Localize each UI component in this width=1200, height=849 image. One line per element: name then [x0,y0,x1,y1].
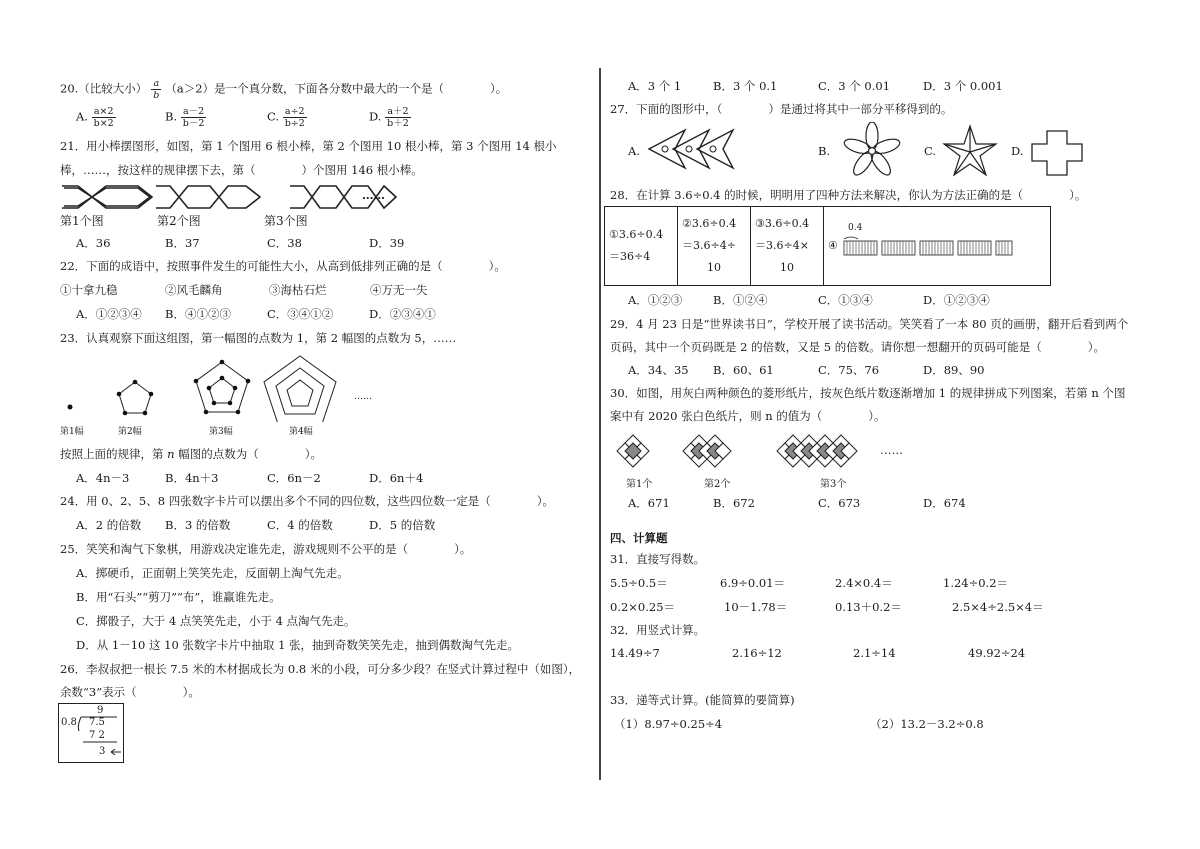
q20-option-b[interactable]: B. $\frac{a-2}{b-2}$ [165,106,205,129]
q31-item-8: 2.5×4÷2.5×4＝ [952,600,1044,614]
q28-methods-table [604,206,1051,286]
q23-fig-label-1: 第1幅 [60,427,84,437]
q23-option-b[interactable]: B．4n＋3 [165,471,219,485]
q30-rhombus-figures [610,429,900,471]
q22-option-c[interactable]: C．③④①② [267,307,334,321]
q23-stem: 23．认真观察下面这组图，第一幅图的点数为 1，第 2 幅图的点数为 5，…… [60,331,457,345]
q28-option-c[interactable]: C．①③④ [818,293,873,307]
q21-fig-label-3: 第3个图 [264,214,308,228]
q21-option-c[interactable]: C．38 [267,236,302,250]
q29-line2: 页码，其中一个页码既是 2 的倍数，又是 5 的倍数。请你想一想翻开的页码可能是（ ）。 [610,340,1106,354]
q26-quotient: 9 [97,705,104,716]
q21-fig-label-1: 第1个图 [60,214,104,228]
q22-option-a[interactable]: A．①②③④ [76,307,142,321]
q23-option-c[interactable]: C．6n－2 [267,471,321,485]
q33-item-1: （1）8.97÷0.25÷4 [614,717,723,731]
q24-option-a[interactable]: A．2 的倍数 [76,518,142,532]
q28-decimal-bars [841,235,1016,257]
q25-option-d[interactable]: D．从 1－10 这 10 张数字卡片中抽取 1 张，抽到奇数笑笑先走，抽到偶数淘气先走。 [76,638,520,652]
q30-fig-label-2: 第2个 [704,479,731,490]
q26-remainder: 3 [99,746,106,757]
q27-option-b[interactable]: B. [818,144,831,158]
q26-dividend: 7.5 [89,717,105,728]
q21-line1: 21．用小棒摆图形，如图，第 1 个图用 6 根小棒，第 2 个图用 10 根小棒，第 3 个图用 14 根小 [60,139,557,153]
q25-option-b[interactable]: B．用“石头”“剪刀”“布”，谁赢谁先走。 [76,590,281,604]
q30-option-c[interactable]: C．673 [818,496,861,510]
q22-option-b[interactable]: B．④①②③ [165,307,231,321]
q29-option-d[interactable]: D．89、90 [923,363,985,377]
q30-option-d[interactable]: D．674 [923,496,966,510]
q27-star-figure [942,124,998,178]
q28-method-4: 0.4 ④ [824,207,1051,286]
q32-item-2: 2.16÷12 [732,646,782,660]
q26-option-a[interactable]: A．3 个 1 [628,79,682,93]
q30-line2: 案中有 2020 张白色纸片，则 n 的值为（ ）。 [610,409,886,423]
q22-item-3: ③海枯石烂 [269,283,327,297]
q26-product: 7 2 [89,730,105,741]
q31-item-1: 5.5÷0.5＝ [610,576,668,590]
q24-option-b[interactable]: B．3 的倍数 [165,518,231,532]
q22-item-1: ①十拿九稳 [60,283,118,297]
section-4-heading: 四、计算题 [610,531,668,545]
q26-line2: 余数“3”表示（ ）。 [60,685,200,699]
q22-item-2: ②风毛麟角 [165,283,223,297]
q29-option-a[interactable]: A．34、35 [628,363,689,377]
q29-line1: 29．4 月 23 日是“世界读书日”，学校开展了读书活动。笑笑看了一本 80 页的画册，翻开后看到两个 [610,317,1129,331]
q22-item-4: ④万无一失 [370,283,428,297]
q24-stem: 24．用 0、2、5、8 四张数字卡片可以摆出多个不同的四位数，这些四位数一定是（ ）。 [60,494,554,508]
q20-option-a[interactable]: A. $\frac{a\times 2}{b\times 2}$ [76,106,114,129]
q29-option-c[interactable]: C．75、76 [818,363,880,377]
q28-option-b[interactable]: B．①②④ [713,293,768,307]
q21-option-d[interactable]: D．39 [369,236,405,250]
q28-method-1: ①3.6÷0.4 ＝36÷4 [605,207,678,286]
q24-option-c[interactable]: C．4 的倍数 [267,518,333,532]
q25-option-a[interactable]: A．掷硬币，正面朝上笑笑先走，反面朝上淘气先走。 [76,566,349,580]
q30-fig-label-3: 第3个 [820,479,847,490]
q32-stem: 32．用竖式计算。 [610,623,706,637]
q23-ellipsis: …… [354,392,372,402]
q28-method-3: ③3.6÷0.4 ＝3.6÷4× 10 [751,207,824,286]
q26-option-c[interactable]: C．3 个 0.01 [818,79,891,93]
q28-stem: 28．在计算 3.6÷0.4 的时候，明明用了四种方法来解决，你认为方法正确的是（ ）。 [610,188,1087,202]
q31-item-7: 0.13＋0.2＝ [835,600,902,614]
q32-item-4: 49.92÷24 [968,646,1026,660]
q20-stem: 20.（比较大小） $\frac{a}{b}$ （a＞2）是一个真分数，下面各分数中最大的一个是（ ）。 [60,78,508,101]
q21-option-a[interactable]: A．36 [76,236,111,250]
q23-fig-label-3: 第3幅 [209,427,233,437]
q25-option-c[interactable]: C．掷骰子，大于 4 点笑笑先走，小于 4 点淘气先走。 [76,614,356,628]
q22-stem: 22．下面的成语中，按照事件发生的可能性大小，从高到低排列正确的是（ ）。 [60,259,506,273]
q21-line2: 棒，……，按这样的规律摆下去，第（ ）个图用 146 根小棒。 [60,163,423,177]
q33-stem: 33．递等式计算。(能简算的要简算) [610,693,795,707]
q23-pentagon-figures [60,352,400,422]
q30-option-a[interactable]: A．671 [628,496,670,510]
q20-option-c[interactable]: C. $\frac{a\div 2}{b\div 2}$ [267,106,305,129]
q26-divisor: 0.8 [61,717,77,728]
q20-option-d[interactable]: D. $\frac{a+2}{b+2}$ [369,106,409,129]
q23-fig-label-2: 第2幅 [118,427,142,437]
q21-fig-label-2: 第2个图 [157,214,201,228]
q22-option-d[interactable]: D．②③④① [369,307,436,321]
q27-option-c[interactable]: C. [924,144,937,158]
q27-flower-figure [836,122,908,180]
q27-arrow-figure [645,127,735,171]
q31-item-2: 6.9÷0.01＝ [720,576,786,590]
q27-cross-figure [1031,130,1083,176]
q23-option-a[interactable]: A．4n－3 [76,471,130,485]
q33-item-2: （2）13.2－3.2÷0.8 [870,717,984,731]
q21-option-b[interactable]: B．37 [165,236,200,250]
q30-option-b[interactable]: B．672 [713,496,755,510]
q28-option-d[interactable]: D．①②③④ [923,293,990,307]
q21-ellipsis: …… [362,188,385,202]
q30-ellipsis: …… [880,443,903,457]
q30-fig-label-1: 第1个 [626,479,653,490]
q28-method-2: ②3.6÷0.4 ＝3.6÷4÷ 10 [678,207,751,286]
q26-line1: 26．李叔叔把一根长 7.5 米的木材据成长为 0.8 米的小段，可分多少段？在竖式计算过程中（如图）， [60,662,581,676]
q26-option-b[interactable]: B．3 个 0.1 [713,79,778,93]
q26-long-division-box [58,703,124,763]
q27-option-d[interactable]: D. [1011,144,1024,158]
q21-stick-figures [60,183,400,213]
q31-item-4: 1.24÷0.2＝ [943,576,1009,590]
q31-stem: 31．直接写得数。 [610,552,706,566]
q27-stem: 27．下面的图形中，（ ）是通过将其中一部分平移得到的。 [610,102,953,116]
q32-item-1: 14.49÷7 [610,646,660,660]
q31-item-5: 0.2×0.25＝ [610,600,676,614]
q27-option-a[interactable]: A. [628,144,640,158]
q25-stem: 25．笑笑和淘气下象棋，用游戏决定谁先走，游戏规则不公平的是（ ）。 [60,542,472,556]
q23-option-d[interactable]: D．6n＋4 [369,471,424,485]
q23-ask: 按照上面的规律，第 n 幅图的点数为（ ）。 [60,447,322,461]
column-divider [599,68,601,780]
q26-option-d[interactable]: D．3 个 0.001 [923,79,1003,93]
q24-option-d[interactable]: D．5 的倍数 [369,518,436,532]
q31-item-6: 10－1.78＝ [724,600,788,614]
q32-item-3: 2.1÷14 [853,646,896,660]
q30-line1: 30．如图，用灰白两种颜色的菱形纸片，按灰色纸片数逐渐增加 1 的规律拼成下列图案，若第 n 个图 [610,386,1126,400]
q28-option-a[interactable]: A．①②③ [628,293,683,307]
q29-option-b[interactable]: B．60、61 [713,363,774,377]
q23-fig-label-4: 第4幅 [289,427,313,437]
q31-item-3: 2.4×0.4＝ [835,576,893,590]
